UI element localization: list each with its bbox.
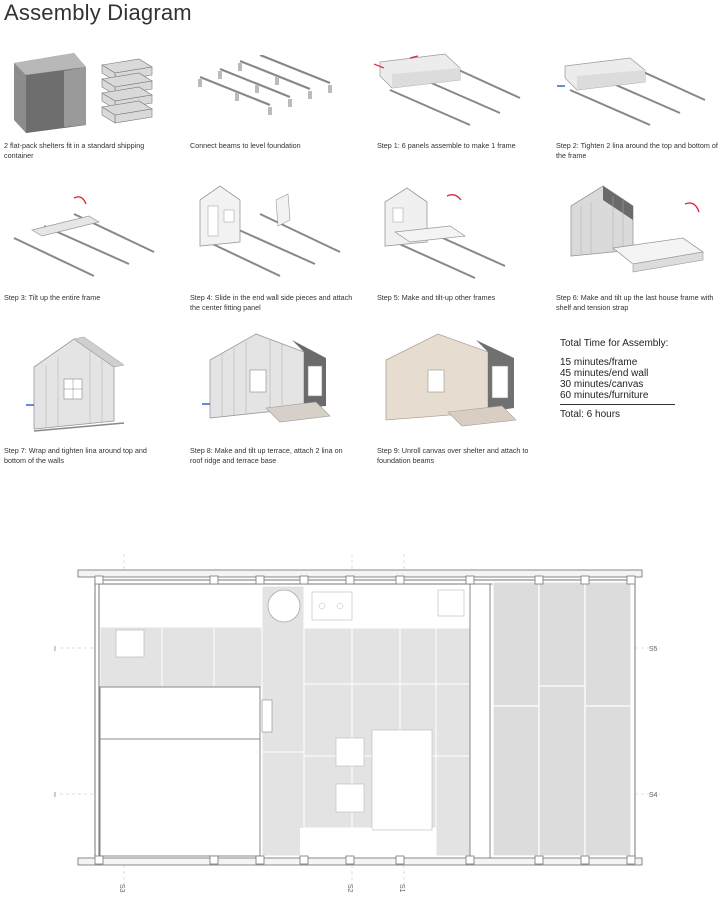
step-3-illustration <box>4 190 169 285</box>
assembly-time-item: 15 minutes/frame <box>560 357 638 368</box>
step-7-illustration <box>4 325 169 440</box>
step-6-illustration <box>563 180 720 285</box>
page-title: Assembly Diagram <box>4 0 192 25</box>
assembly-time-item: 60 minutes/furniture <box>560 390 649 401</box>
plan-label: I <box>54 792 56 799</box>
step-9-illustration <box>378 320 543 440</box>
plan-sink <box>438 590 464 616</box>
plan-label: S3 <box>118 884 125 893</box>
step-4-illustration <box>190 180 355 285</box>
step-caption: Step 4: Slide in the end wall side pieces and attach the center fitting panel <box>190 293 353 312</box>
step-2-illustration <box>555 50 720 135</box>
plan-table <box>116 630 144 657</box>
assembly-time-total: Total: 6 hours <box>560 409 621 420</box>
step-container-illustration <box>4 45 169 135</box>
step-caption: Step 3: Tilt up the entire frame <box>4 293 101 302</box>
plan-round-fixture <box>268 590 300 622</box>
assembly-time-rule <box>560 404 675 405</box>
step-caption: Step 1: 6 panels assemble to make 1 frame <box>377 141 516 150</box>
step-beams-illustration <box>190 55 355 130</box>
step-caption: 2 flat-pack shelters fit in a standard shipping container <box>4 141 145 160</box>
assembly-time-box <box>560 338 700 420</box>
step-caption: Step 7: Wrap and tighten lina around top and bottom of the walls <box>4 446 147 465</box>
assembly-time-item: 30 minutes/canvas <box>560 379 644 390</box>
plan-chair <box>336 738 364 766</box>
plan-label: S5 <box>649 646 658 653</box>
plan-label: S1 <box>398 884 405 893</box>
assembly-time-title: Total Time for Assembly: <box>560 338 669 349</box>
step-caption: Step 8: Make and tilt up terrace, attach 2 lina on roof ridge and terrace base <box>190 446 343 465</box>
step-caption: Connect beams to level foundation <box>190 141 301 150</box>
plan-label: I <box>54 646 56 653</box>
step-5-illustration <box>375 180 540 285</box>
assembly-time-item: 45 minutes/end wall <box>560 368 649 379</box>
step-caption: Step 5: Make and tilt-up other frames <box>377 293 496 302</box>
step-caption: Step 6: Make and tilt up the last house frame with shelf and tension strap <box>556 293 714 312</box>
step-caption: Step 9: Unroll canvas over shelter and attach to foundation beams <box>377 446 529 465</box>
plan-label: S2 <box>346 884 353 893</box>
step-caption: Step 2: Tighten 2 lina around the top and bottom of the frame <box>556 141 718 160</box>
plan-bed <box>372 730 432 830</box>
plan-stove <box>312 592 352 620</box>
plan-label: S4 <box>649 792 658 799</box>
step-8-illustration <box>196 320 361 440</box>
step-1-illustration <box>370 50 535 135</box>
floor-plan <box>0 540 720 923</box>
plan-terrace <box>493 582 631 856</box>
plan-chair <box>336 784 364 812</box>
